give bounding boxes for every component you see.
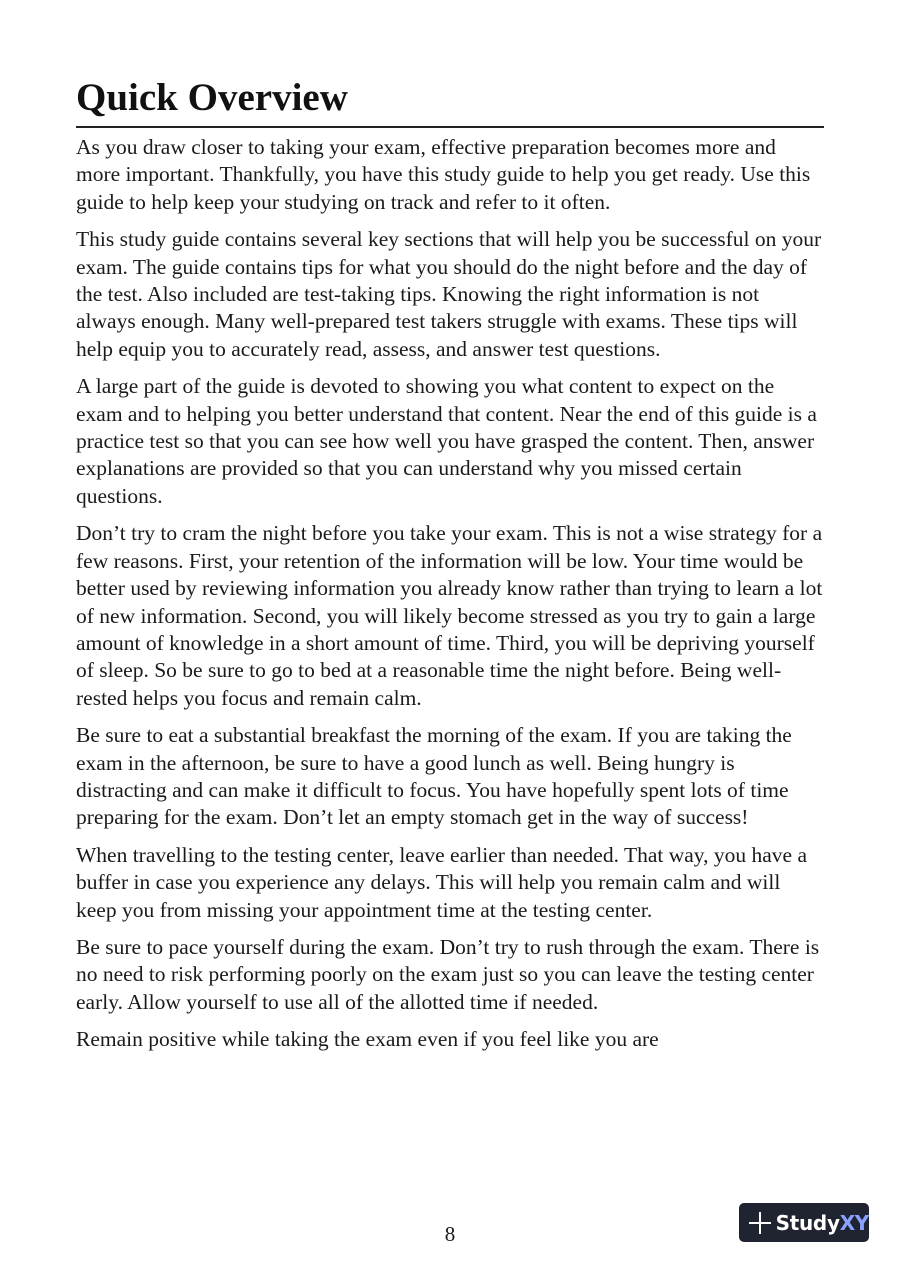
plus-icon	[749, 1212, 770, 1234]
studyxy-logo-badge[interactable]	[739, 1203, 869, 1242]
paragraph-8: Remain positive while taking the exam even if you feel like you are	[76, 1027, 659, 1052]
paragraph-7: Be sure to pace yourself during the exam. Don’t try to rush through the exam. There is no need to risk performing poorly on the exam just so you can leave the testing center early. Allow yourself to use all of the allotted time if needed.	[76, 934, 820, 1014]
brand-name	[776, 1211, 869, 1235]
paragraph-6: When travelling to the testing center, leave earlier than needed. That way, you have a buffer in case you experience any delays. This will help you remain calm and will keep you from missing your appointment time at the testing center.	[76, 842, 808, 922]
page-title: Quick Overview	[76, 70, 824, 128]
paragraph-1: As you draw closer to taking your exam, effective preparation becomes more and more important. Thankfully, you have this study guide to help you get ready. Use this guide to help keep your studying on track and refer to it often.	[76, 135, 811, 214]
paragraph-3: A large part of the guide is devoted to showing you what content to expect on the exam and to helping you better understand that content. Near the end of this guide is a practice test so that you can see how well you have grasped the content. Then, answer explanations are provided so that you can understand why you missed certain questions.	[76, 374, 817, 508]
paragraph-2: This study guide contains several key sections that will help you be successful on your exam. The guide contains tips for what you should do the night before and the day of the test. Also included are test-taking tips. Knowing the right information is not always enough. Many well-prepared test takers struggle with exams. These tips will help equip you to accurately read, assess, and answer test questions.	[76, 227, 822, 361]
paragraph-4: Don’t try to cram the night before you take your exam. This is not a wise strategy for a few reasons. First, your retention of the information will be low. Your time would be better used by reviewing information you already know rather than trying to learn a lot of new information. Second, you will likely become stressed as you try to gain a large amount of knowledge in a short amount of time. Third, you will be depriving yourself of sleep. So be sure to go to bed at a reasonable time the night before. Being well-rested helps you focus and remain calm.	[76, 521, 823, 710]
brand-name-main: Study	[775, 1210, 840, 1235]
brand-name-accent: XY	[839, 1210, 869, 1235]
paragraph-5: Be sure to eat a substantial breakfast the morning of the exam. If you are taking the exam in the afternoon, be sure to have a good lunch as well. Being hungry is distracting and can make it difficult to focus. You have hopefully spent lots of time preparing for the exam. Don’t let an empty stomach get in the way of success!	[76, 723, 792, 830]
document-page	[76, 70, 824, 1064]
page-number: 8	[444, 1222, 456, 1246]
